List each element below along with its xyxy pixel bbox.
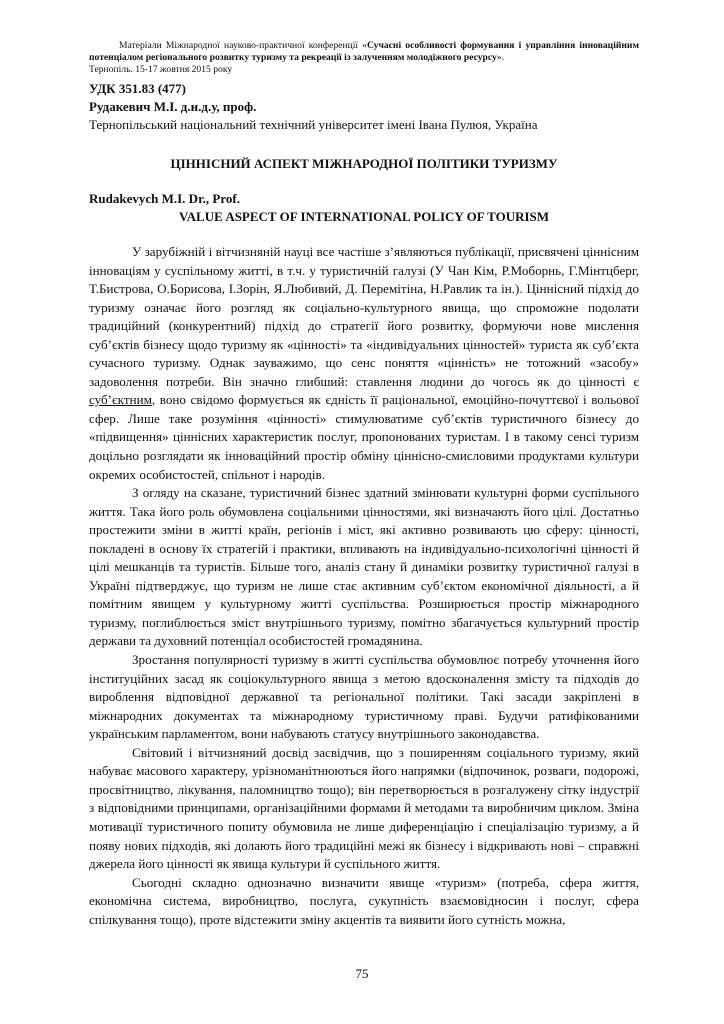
author-uk: Рудакевич М.І. д.н.д.у, проф. xyxy=(89,99,257,114)
conference-header xyxy=(89,40,639,64)
paragraph-1-part-a: У зарубіжній і вітчизняній науці все частіше з’являються публікації, присвячені ціннісним інноваціям у суспільному житті, в т.ч. у туристичній галузі (У Чан Кім, Р.Моборнь, Г.Мінтцберг, Т.Бистрова, О.Борисова, І.Зорін, Я.Любивий, Д. Перемітіна, Н.Равлик та ін.). Ціннісний підхід до туризму означає його розгляд як соціально-культурного явища, що спроможне подолати традиційний (конкурентний) підхід до стратегії його розвитку, формуючи нове мислення суб’єктів бізнесу щодо туризму як «цінності» та «індивідуальних цінностей» туриста як суб’єкта сучасного туризму. Однак зауважимо, що сенс поняття «цінність» не тотожний «засобу» задоволення потреби. Він значно глибший: ставлення людини до чогось як до цінності є xyxy=(89,244,639,389)
paragraph-1-underlined: суб’єктним xyxy=(89,392,152,408)
paragraph-3: Зростання популярності туризму в житті суспільства обумовлює потребу уточнення його інституційних засад як соціокультурного явища з метою вдосконалення змісту та підходів до вироблення відповідної державної та регіональної політики. Такі засади закріплені в міжнародних документах та міжнародному туристичному праві. Будучи ратифікованими українським парламентом, вони набувають статусу внутрішнього законодавства. xyxy=(89,652,639,742)
paragraph-1-part-b: , воно свідомо формується як єдність її раціональної, емоційно-почуттєвої і вольової сфер. Лише таке розуміння «цінності» стимулюватиме суб’єктів туристичного бізнесу до «підвищення» ціннісних характеристик послуг, пропонованих туристам. І в такому сенсі туризм доцільно розглядати як інноваційний простір обміну ціннісно-смисловими продуктами культури окремих особистостей, спільнот і народів. xyxy=(89,392,639,482)
title-uk: ЦІННІСНИЙ АСПЕКТ МІЖНАРОДНОЇ ПОЛІТИКИ ТУРИЗМУ xyxy=(170,156,558,171)
paragraph-4: Світовий і вітчизняний досвід засвідчив, що з поширенням соціального туризму, який набуває масового характеру, урізноманітнюються його напрямки (відпочинок, розваги, подорожі, просвітництво, лікування, паломництво тощо); він перетворюється в розгалужену сітку індустрії з відповідними принципами, організаційними формами й методами та виробничим циклом. Зміна мотивації туристичного попиту обумовила не лише диференціацію і спеціалізацію туризму, а й появу нових підходів, які долають його традиційні межі як бізнесу і відкривають нові – справжні джерела його цінності як явища культури й суспільного життя. xyxy=(89,744,639,872)
paragraph-2: З огляду на сказане, туристичний бізнес здатний змінювати культурні форми суспільного життя. Така його роль обумовлена соціальними цінностями, які визначають його цілі. Достатньо простежити зміни в житті країн, регіонів і міст, які активно розвивають цю сферу: цінності, покладені в основу їх стратегій і практики, впливають на індивідуально-психологічні цінності й цілі мешканців та туристів. Більше того, аналіз стану й динаміки розвитку туристичної галузі в Україні підтверджує, що туризм не лише стає активним суб’єктом економічної діяльності, а й помітним явищем у культурному житті суспільства. Розширюється простір міжнародного туризму, поглиблюється зміст внутрішнього туризму, помітно збагачується культурний простір держави та духовний потенціал особистостей громадянина. xyxy=(89,485,639,649)
paragraph-1 xyxy=(89,243,639,484)
title-en: VALUE ASPECT OF INTERNATIONAL POLICY OF TOURISM xyxy=(178,209,550,224)
udc-code: УДК 351.83 (477) xyxy=(89,81,187,96)
header-conference-title: Сучасні особливості формування і управління інноваційним потенціалом регіонального розвитку туризму та рекреації із залученням молодіжного ресурсу xyxy=(89,40,639,63)
conference-date: Тернопіль. 15-17 жовтня 2015 року xyxy=(89,64,233,75)
article-body xyxy=(89,243,639,929)
affiliation: Тернопільський національний технічний університет імені Івана Пулюя, Україна xyxy=(89,117,538,132)
author-en: Rudakevych M.I. Dr., Prof. xyxy=(89,191,240,206)
header-prefix: Матеріали Міжнародної науково-практичної конференції « xyxy=(119,40,367,51)
header-suffix: ». xyxy=(496,52,504,63)
paragraph-5: Сьогодні складно однозначно визначити явище «туризм» (потреба, сфера життя, економічна система, виробництво, послуга, сукупність взаємовідносин і послуг, сфера спілкування тощо), проте відстежити зміну акцентів та виявити його сутність можна, xyxy=(89,874,639,927)
page-number: 75 xyxy=(355,966,369,981)
